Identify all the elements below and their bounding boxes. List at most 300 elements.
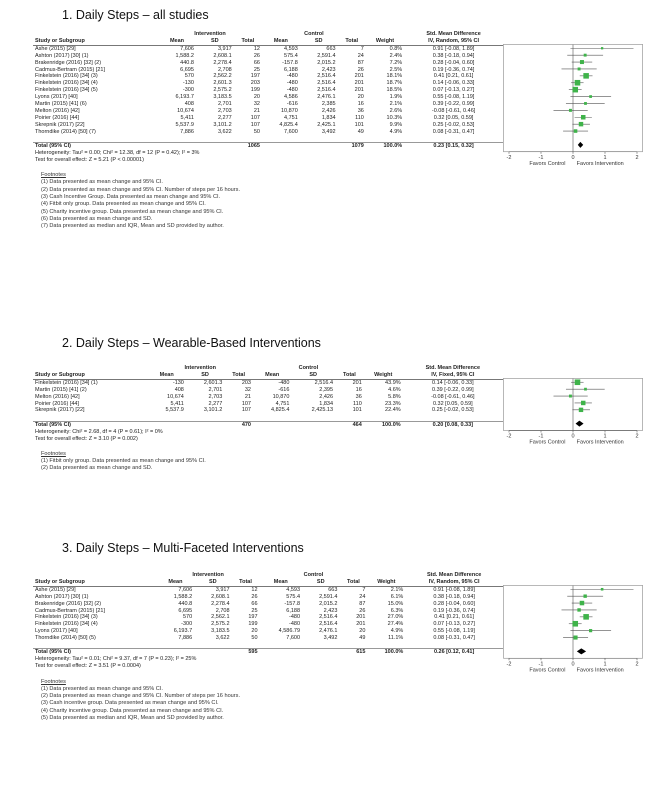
table-row: [33, 53, 503, 60]
ctl-sd: 3,492: [323, 635, 338, 642]
int-mean: 10,674: [167, 393, 184, 400]
int-total: 26: [253, 52, 260, 59]
ctl-mean: -480: [289, 614, 301, 621]
total-int: 470: [224, 421, 253, 428]
weight: 27.4%: [387, 621, 404, 628]
forest-plot: [503, 31, 643, 169]
heterogeneity-text: Heterogeneity: Tau² = 0.00; Chi² = 12.38, df = 12 (P = 0.42); I² = 3%: [35, 149, 200, 156]
weight: 27.0%: [387, 614, 404, 621]
int-mean: 7,606: [178, 586, 193, 593]
table-row: [33, 628, 503, 635]
ctl-sd: 2,423: [321, 66, 336, 73]
footnotes: [41, 679, 240, 723]
ctl-mean: 4,825.4: [279, 121, 298, 128]
col-int-sd: SD: [186, 372, 224, 379]
ctl-mean: -616: [278, 386, 290, 393]
footnote-item: (4) Fitbit only group. Data presented as mean change and 95% CI.: [41, 201, 206, 208]
smd-ci: 0.14 [-0.06, 0.33]: [432, 379, 474, 386]
x-tick-label: 0: [571, 661, 575, 668]
weight: 9.9%: [389, 121, 403, 128]
weight: 2.5%: [389, 66, 403, 73]
col-weight: Weight: [367, 579, 405, 586]
int-sd: 2,701: [208, 386, 223, 393]
ctl-mean: -480: [286, 87, 298, 94]
int-total: 107: [250, 121, 260, 128]
table-row: [33, 108, 503, 115]
int-mean: 7,886: [180, 128, 194, 135]
total-weight: 100.0%: [367, 649, 405, 656]
total-int: 1065: [234, 142, 262, 149]
favors-intervention-label: Favors Intervention: [576, 667, 624, 674]
panel-2-title: 2. Daily Steps – Wearable-Based Interventions: [62, 336, 321, 350]
forest-panel-wearable: [33, 365, 648, 535]
ctl-total: 110: [352, 400, 362, 407]
point-estimate-marker: [575, 80, 581, 86]
total-ctl: 1079: [338, 142, 366, 149]
col-study: Study or Subgroup: [33, 579, 157, 586]
study-name: Skrepnik (2017) [22]: [35, 121, 85, 128]
col-study: Study or Subgroup: [33, 372, 147, 379]
int-sd: 3,183.5: [213, 94, 232, 101]
smd-ci: 0.38 [-0.18, 0.94]: [432, 52, 475, 59]
int-sd: 3,622: [215, 635, 230, 642]
col-ctl-sd: SD: [291, 372, 335, 379]
weight: 23.3%: [385, 400, 401, 407]
weight: 18.1%: [386, 73, 403, 80]
ctl-total: 87: [357, 59, 364, 66]
table-row: [33, 407, 503, 414]
smd-ci: 0.07 [-0.13, 0.27]: [432, 87, 475, 94]
ctl-mean: 575.4: [286, 593, 301, 600]
table-row: [33, 101, 503, 108]
study-name: Finkelstein (2016) [34] (3): [35, 614, 98, 621]
table-row: [33, 379, 503, 386]
weight: 0.8%: [389, 45, 403, 52]
ctl-total: 49: [359, 635, 366, 642]
ctl-sd: 2,516.4: [314, 379, 334, 386]
ctl-mean: 4,751: [284, 114, 298, 121]
int-sd: 2,701: [217, 101, 232, 108]
table-row: [33, 635, 503, 642]
int-sd: 2,562.2: [213, 73, 232, 80]
int-total: 25: [253, 66, 260, 73]
col-ctl-mean: Mean: [253, 372, 291, 379]
ctl-mean: 7,600: [286, 635, 301, 642]
col-weight: Weight: [364, 372, 403, 379]
smd-ci: 0.55 [-0.08, 1.19]: [432, 94, 475, 101]
point-estimate-marker: [569, 395, 572, 398]
col-study: Study or Subgroup: [33, 38, 158, 45]
ctl-mean: 6,188: [284, 66, 298, 73]
weight: 15.0%: [387, 600, 404, 607]
int-mean: 6,695: [178, 607, 193, 614]
weight: 4.9%: [390, 628, 404, 635]
forest-panel-multifaceted: [33, 572, 648, 797]
x-tick-label: 0: [571, 154, 575, 161]
smd-ci: 0.14 [-0.06, 0.33]: [432, 80, 475, 87]
total-ctl: 464: [335, 421, 364, 428]
study-name: Ashton (2017) [30] (1): [35, 593, 89, 600]
int-sd: 2,703: [217, 107, 232, 114]
weight: 43.9%: [385, 379, 401, 386]
int-sd: 2,278.4: [213, 59, 232, 66]
study-name: Lyons (2017) [40]: [35, 94, 78, 101]
table-row: [33, 387, 503, 394]
x-tick-label: -1: [538, 433, 544, 440]
point-estimate-marker: [574, 129, 578, 133]
point-estimate-marker: [577, 608, 580, 611]
point-estimate-marker: [601, 588, 604, 591]
col-ctl-total: Total: [338, 38, 366, 45]
total-ci: 0.23 [0.15, 0.32]: [404, 142, 503, 149]
int-total: 66: [253, 59, 260, 66]
int-mean: 570: [182, 614, 193, 621]
col-int-total: Total: [234, 38, 262, 45]
study-name: Poirier (2016) [44]: [35, 114, 80, 121]
study-name: Cadmus-Bertram (2015) [21]: [35, 66, 105, 73]
overall-effect-text: Test for overall effect: Z = 3.51 (P = 0.0004): [35, 663, 141, 670]
ctl-total: 101: [354, 121, 364, 128]
study-name: Thorndike (2014) [50] (5): [35, 635, 96, 642]
footnote-item: (1) Fitbit only group. Data presented as mean change and 95% CI.: [41, 458, 206, 465]
int-mean: 6,193.7: [175, 94, 194, 101]
ctl-sd: 2,015.2: [319, 600, 338, 607]
col-ctl-sd: SD: [302, 579, 339, 586]
study-name: Finkelstein (2016) [34] (5): [35, 87, 98, 94]
int-mean: -300: [181, 621, 193, 628]
study-name: Cadmus-Bertram (2015) [21]: [35, 607, 105, 614]
point-estimate-marker: [578, 67, 581, 70]
footnote-item: (3) Cash Incentive Group. Data presented as mean change and 95% CI.: [41, 193, 221, 200]
int-mean: 1,588.2: [173, 593, 193, 600]
ctl-total: 110: [355, 114, 364, 121]
point-estimate-marker: [574, 636, 578, 640]
int-mean: 5,411: [180, 114, 194, 121]
total-row: [33, 142, 503, 149]
ctl-sd: 2,426: [321, 107, 336, 114]
int-mean: 408: [184, 101, 194, 108]
study-name: Lyons (2017) [40]: [35, 628, 78, 635]
point-estimate-marker: [569, 109, 572, 112]
ctl-total: 87: [359, 600, 366, 607]
smd-ci: 0.07 [-0.13, 0.27]: [433, 621, 475, 628]
footnote-item: (2) Data presented as mean change and SD.: [41, 465, 153, 472]
int-total: 21: [244, 393, 251, 400]
col-group-intervention: Intervention: [192, 572, 224, 578]
study-name: Ashton (2017) [30] (1): [35, 52, 89, 59]
point-estimate-marker: [581, 115, 586, 120]
footnote-item: (7) Data presented as median and IQR, Mean and SD provided by author.: [41, 223, 224, 230]
ctl-sd: 1,834: [321, 114, 336, 121]
int-total: 66: [251, 600, 258, 607]
int-mean: -300: [182, 87, 194, 94]
point-estimate-marker: [589, 95, 592, 98]
study-name: Finkelstein (2016) [34] (4): [35, 80, 98, 87]
ctl-total: 201: [354, 87, 364, 94]
ctl-mean: 575.4: [284, 52, 298, 59]
int-mean: 440.8: [180, 59, 194, 66]
study-name: Skrepnik (2017) [22]: [35, 407, 85, 414]
ctl-total: 16: [357, 101, 364, 108]
ctl-sd: 2,395: [319, 386, 334, 393]
x-tick-label: 2: [635, 433, 639, 440]
x-tick-label: -1: [538, 661, 544, 668]
weight: 6.1%: [390, 593, 404, 600]
ctl-sd: 2,516.4: [319, 614, 338, 621]
table-row: [33, 94, 503, 101]
ctl-sd: 2,591.4: [319, 593, 338, 600]
int-total: 12: [253, 45, 260, 52]
ctl-mean: -157.8: [284, 600, 301, 607]
summary-diamond: [577, 648, 586, 654]
point-estimate-marker: [575, 379, 581, 385]
total-ci: 0.26 [0.12, 0.41]: [405, 649, 503, 656]
weight: 11.1%: [388, 635, 404, 642]
ctl-sd: 2,015.2: [317, 59, 336, 66]
int-sd: 2,575.2: [211, 621, 230, 628]
int-sd: 3,101.2: [213, 121, 232, 128]
point-estimate-marker: [579, 122, 583, 126]
table-row: [33, 60, 503, 67]
x-tick-label: -2: [506, 433, 512, 440]
col-ctl-total: Total: [335, 372, 364, 379]
int-mean: 7,606: [180, 45, 194, 52]
int-sd: 2,562.1: [211, 614, 230, 621]
point-estimate-marker: [583, 594, 586, 597]
table-row: [33, 621, 503, 628]
col-ctl-mean: Mean: [262, 38, 300, 45]
ctl-total: 36: [355, 393, 362, 400]
total-weight: 100.0%: [364, 421, 403, 428]
int-sd: 2,601.3: [213, 80, 232, 87]
table-row: [33, 129, 503, 136]
weight: 6.3%: [390, 607, 404, 614]
overall-effect-text: Test for overall effect: Z = 3.10 (P = 0.002): [35, 435, 138, 442]
int-total: 25: [251, 607, 258, 614]
int-mean: 5,537.9: [165, 407, 184, 414]
table-row: [33, 80, 503, 87]
ctl-sd: 2,516.4: [317, 73, 336, 80]
int-total: 203: [241, 379, 251, 386]
x-tick-label: 2: [635, 154, 639, 161]
int-sd: 2,278.4: [211, 600, 230, 607]
study-name: Finkelstein (2016) [34] (1): [35, 379, 98, 386]
total-int: 595: [232, 649, 260, 656]
total-label: Total (95% CI): [33, 649, 157, 656]
study-name: Martin (2015) [41] (6): [35, 101, 87, 108]
footnote-item: (3) Cash incentive group. Data presented as mean change and 95% CI.: [41, 700, 219, 707]
point-estimate-marker: [580, 60, 584, 64]
table-row: [33, 67, 503, 74]
ctl-total: 201: [354, 80, 364, 87]
weight: 5.8%: [388, 393, 401, 400]
x-tick-label: 1: [603, 433, 607, 440]
weight: 4.9%: [389, 128, 403, 135]
col-method: IV, Random, 95% CI: [405, 579, 503, 586]
point-estimate-marker: [572, 621, 578, 627]
int-sd: 2,608.1: [213, 52, 232, 59]
int-total: 197: [248, 614, 258, 621]
point-estimate-marker: [581, 401, 585, 405]
ctl-total: 201: [356, 621, 366, 628]
int-sd: 3,917: [217, 45, 232, 52]
table-row: [33, 87, 503, 94]
smd-ci: 0.91 [-0.08, 1.89]: [433, 586, 475, 593]
weight: 2.6%: [389, 107, 403, 114]
total-row: [33, 421, 503, 428]
study-name: Poirier (2016) [44]: [35, 400, 80, 407]
ctl-mean: -616: [286, 101, 298, 108]
ctl-sd: 2,425.1: [317, 121, 336, 128]
forest-table: [33, 365, 503, 442]
ctl-sd: 2,516.4: [319, 621, 338, 628]
col-int-mean: Mean: [157, 579, 194, 586]
study-name: Ashe (2015) [29]: [35, 586, 76, 593]
weight: 2.1%: [389, 101, 403, 108]
int-sd: 2,608.1: [211, 593, 230, 600]
point-estimate-marker: [584, 388, 587, 391]
col-int-mean: Mean: [147, 372, 185, 379]
int-sd: 3,917: [215, 586, 230, 593]
ctl-sd: 3,492: [321, 128, 336, 135]
smd-ci: 0.41 [0.21, 0.61]: [433, 73, 474, 80]
table-row: [33, 608, 503, 615]
footnote-item: (6) Data presented as mean change and SD.: [41, 215, 153, 222]
int-sd: 2,708: [215, 607, 230, 614]
ctl-total: 201: [356, 614, 366, 621]
footnote-item: (2) Data presented as mean change and 95% CI. Number of steps per 16 hours.: [41, 186, 241, 193]
ctl-mean: -480: [289, 621, 301, 628]
ctl-sd: 2,476.1: [317, 94, 336, 101]
col-weight: Weight: [366, 38, 404, 45]
col-group-blank2: [367, 572, 405, 579]
col-ctl-mean: Mean: [260, 579, 303, 586]
smd-ci: 0.39 [-0.22, 0.99]: [432, 386, 474, 393]
ctl-mean: 10,870: [280, 107, 298, 114]
ctl-sd: 2,516.4: [317, 87, 336, 94]
ctl-mean: 4,825.4: [271, 407, 290, 414]
point-estimate-marker: [579, 408, 583, 412]
ctl-sd: 2,385: [321, 101, 336, 108]
footnotes-title: Footnotes: [41, 172, 66, 179]
favors-control-label: Favors Control: [529, 160, 566, 167]
col-group-blank: [33, 365, 147, 372]
footnotes: [41, 451, 206, 473]
heterogeneity-text: Heterogeneity: Chi² = 2.68, df = 4 (P = 0.61); I² = 0%: [35, 428, 163, 435]
footnote-item: (2) Data presented as mean change and 95% CI. Number of steps per 16 hours.: [41, 693, 241, 700]
int-sd: 3,183.5: [211, 628, 230, 635]
favors-intervention-label: Favors Intervention: [576, 160, 624, 167]
int-sd: 2,601.3: [203, 379, 223, 386]
ctl-mean: -480: [286, 73, 298, 80]
total-ci: 0.20 [0.08, 0.33]: [403, 421, 503, 428]
point-estimate-marker: [584, 102, 587, 105]
int-total: 50: [251, 635, 258, 642]
col-method: IV, Fixed, 95% CI: [403, 372, 503, 379]
col-ctl-total: Total: [339, 579, 367, 586]
int-sd: 2,277: [208, 400, 223, 407]
col-int-total: Total: [232, 579, 260, 586]
int-mean: 5,537.9: [175, 121, 194, 128]
study-name: Martin (2015) [41] (2): [35, 386, 87, 393]
total-label: Total (95% CI): [33, 421, 147, 428]
smd-ci: 0.41 [0.21, 0.61]: [434, 614, 475, 621]
int-mean: 10,674: [177, 107, 194, 114]
ctl-mean: -157.8: [282, 59, 298, 66]
x-tick-label: -2: [506, 154, 512, 161]
int-total: 107: [241, 407, 251, 414]
smd-ci: -0.08 [-0.61, 0.46]: [431, 393, 475, 400]
footnote-item: (5) Data presented as median and IQR, Mean and SD provided by author.: [41, 715, 224, 722]
weight: 10.3%: [386, 114, 403, 121]
table-row: [33, 73, 503, 80]
col-group-blank: [33, 31, 158, 38]
ctl-total: 26: [359, 607, 366, 614]
smd-ci: 0.32 [0.05, 0.59]: [432, 400, 473, 407]
panel-3-title: 3. Daily Steps – Multi-Faceted Interventions: [62, 541, 304, 555]
ctl-total: 7: [360, 45, 364, 52]
study-name: Melton (2016) [42]: [35, 393, 80, 400]
col-group-smd: Std. Mean Difference: [426, 31, 481, 37]
int-total: 203: [250, 80, 260, 87]
total-row: [33, 649, 503, 656]
int-mean: 6,193.7: [173, 628, 193, 635]
smd-ci: 0.55 [-0.08, 1.19]: [433, 628, 475, 635]
smd-ci: -0.08 [-0.61, 0.46]: [431, 107, 476, 114]
table-row: [33, 122, 503, 129]
int-mean: 6,695: [180, 66, 194, 73]
int-total: 12: [251, 586, 258, 593]
table-row: [33, 394, 503, 401]
smd-ci: 0.08 [-0.31, 0.47]: [433, 635, 475, 642]
footnote-item: (5) Charity incentive group. Data presented as mean change and 95% CI.: [41, 208, 224, 215]
study-name: Finkelstein (2016) [34] (4): [35, 621, 98, 628]
col-group-blank2: [366, 31, 404, 38]
smd-ci: 0.28 [-0.04, 0.60]: [432, 59, 475, 66]
col-group-control: Control: [303, 572, 324, 578]
int-mean: -130: [182, 80, 194, 87]
ctl-sd: 2,426: [319, 393, 334, 400]
summary-diamond: [578, 142, 583, 148]
point-estimate-marker: [601, 47, 603, 49]
int-total: 199: [248, 621, 258, 628]
weight: 7.2%: [389, 59, 403, 66]
table-row: [33, 115, 503, 122]
ctl-sd: 1,834: [319, 400, 334, 407]
col-method: IV, Random, 95% CI: [404, 38, 503, 45]
int-mean: 570: [184, 73, 194, 80]
smd-ci: 0.08 [-0.31, 0.47]: [432, 128, 475, 135]
footnote-item: (1) Data presented as mean change and 95% CI.: [41, 685, 163, 692]
forest-panel-all-studies: [33, 31, 648, 331]
total-ctl: 615: [339, 649, 367, 656]
ctl-mean: -480: [278, 379, 290, 386]
int-total: 26: [251, 593, 258, 600]
study-name: Brakenridge (2016) [32] (2): [35, 600, 102, 607]
x-tick-label: 0: [571, 433, 575, 440]
int-mean: 7,886: [178, 635, 193, 642]
weight: 22.4%: [385, 407, 401, 414]
int-total: 32: [244, 386, 251, 393]
col-int-sd: SD: [196, 38, 234, 45]
col-group-smd: Std. Mean Difference: [426, 572, 482, 578]
ctl-sd: 2,425.13: [311, 407, 334, 414]
total-weight: 100.0%: [366, 142, 404, 149]
heterogeneity-text: Heterogeneity: Tau² = 0.01; Chi² = 9.37, df = 7 (P = 0.23); I² = 25%: [35, 656, 197, 663]
weight: 1.9%: [389, 94, 403, 101]
int-total: 199: [250, 87, 260, 94]
panel-1-title: 1. Daily Steps – all studies: [62, 8, 209, 22]
